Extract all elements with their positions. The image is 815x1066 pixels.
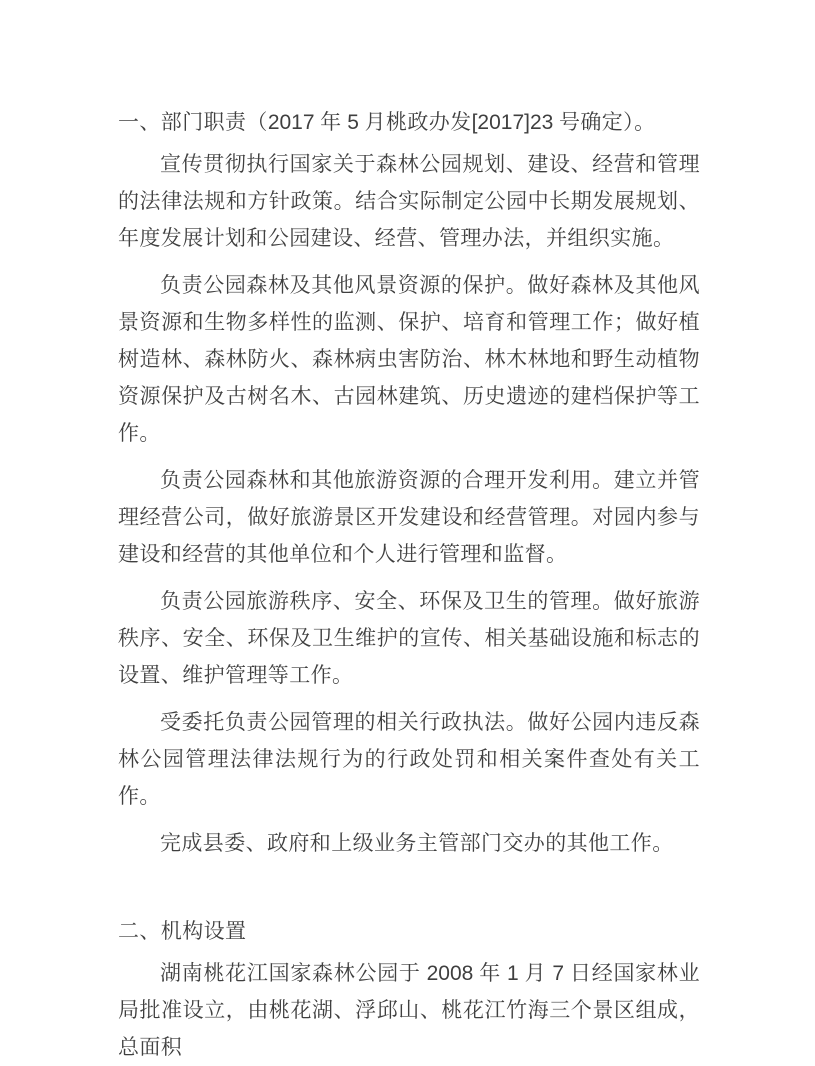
section1-paragraph-6: 完成县委、政府和上级业务主管部门交办的其他工作。 [160, 831, 674, 855]
section1-paragraph-3: 负责公园森林和其他旅游资源的合理开发利用。建立并管理经营公司，做好旅游景区开发建设和经营管理。对园内参与建设和经营的其他单位和个人进行管理和监督。 [118, 468, 700, 566]
section1-paragraph-1: 宣传贯彻执行国家关于森林公园规划、建设、经营和管理的法律法规和方针政策。结合实际制定公园中长期发展规划、年度发展计划和公园建设、经营、管理办法，并组织实施。 [118, 152, 700, 250]
section1-paragraph-2: 负责公园森林及其他风景资源的保护。做好森林及其他风景资源和生物多样性的监测、保护、培育和管理工作；做好植树造林、森林防火、森林病虫害防治、林木林地和野生动植物资源保护及古树名木、古园林建筑、历史遗迹的建档保护等工作。 [118, 273, 700, 445]
section2-paragraph-1: 湖南桃花江国家森林公园于 2008 年 1 月 7 日经国家林业局批准设立，由桃花湖、浮邱山、桃花江竹海三个景区组成，总面积 [118, 961, 701, 1059]
document-page [118, 104, 700, 1066]
section2-heading: 二、机构设置 [118, 919, 247, 943]
section1-paragraph-5: 受委托负责公园管理的相关行政执法。做好公园内违反森林公园管理法律法规行为的行政处罚和相关案件查处有关工作。 [118, 710, 700, 808]
section1-heading: 一、部门职责（2017 年 5 月桃政办发[2017]23 号确定）。 [118, 110, 656, 134]
section1-paragraph-4: 负责公园旅游秩序、安全、环保及卫生的管理。做好旅游秩序、安全、环保及卫生维护的宣传、相关基础设施和标志的设置、维护管理等工作。 [118, 589, 700, 687]
